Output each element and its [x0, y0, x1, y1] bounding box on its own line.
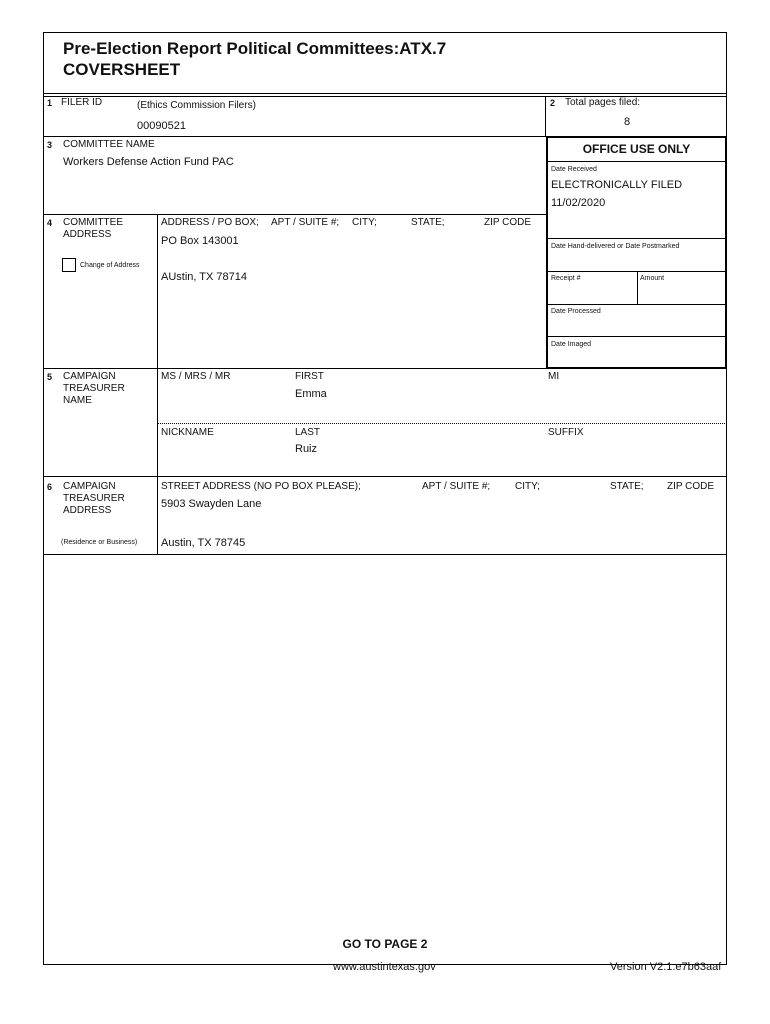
total-pages-value[interactable]: 8	[624, 116, 631, 128]
treasurer-address-header-zip: ZIP CODE	[667, 481, 715, 492]
treasurer-header-suffix: SUFFIX	[548, 427, 584, 438]
header-divider	[43, 93, 727, 94]
treasurer-header-first: FIRST	[295, 371, 324, 382]
treasurer-address-line-2[interactable]: Austin, TX 78745	[161, 537, 246, 549]
treasurer-address-label-3: ADDRESS	[63, 505, 112, 516]
residence-or-business-label: (Residence or Business)	[61, 539, 138, 546]
amount-label: Amount	[640, 275, 665, 282]
office-divider-1	[546, 238, 727, 239]
row4-bottom-line	[43, 368, 727, 369]
treasurer-last-name[interactable]: Ruiz	[295, 443, 318, 455]
date-imaged-label: Date Imaged	[551, 341, 592, 348]
filer-id-number: 1	[47, 98, 53, 108]
change-of-address-label: Change of Address	[80, 262, 140, 269]
filer-pages-divider	[545, 96, 546, 136]
committee-address-header-city: CITY;	[352, 217, 377, 228]
row4-label-divider	[157, 214, 158, 368]
treasurer-address-label-2: TREASURER	[63, 493, 125, 504]
treasurer-address-label-1: CAMPAIGN	[63, 481, 116, 492]
committee-address-line-2[interactable]: AUstin, TX 78714	[161, 271, 248, 283]
office-divider-4	[546, 336, 727, 337]
treasurer-name-label-2: TREASURER	[63, 383, 125, 394]
treasurer-address-line-1[interactable]: 5903 Swayden Lane	[161, 498, 262, 510]
date-processed-label: Date Processed	[551, 308, 601, 315]
committee-name-label: COMMITTEE NAME	[63, 139, 155, 150]
form-subtitle: COVERSHEET	[63, 60, 181, 79]
treasurer-address-header-state: STATE;	[610, 481, 644, 492]
treasurer-address-header-apt: APT / SUITE #;	[422, 481, 491, 492]
committee-address-header-zip: ZIP CODE	[484, 217, 532, 228]
date-received-value-1: ELECTRONICALLY FILED	[551, 179, 683, 191]
committee-address-header-address: ADDRESS / PO BOX;	[161, 217, 259, 228]
filer-id-label: FILER ID	[61, 97, 103, 108]
committee-name-value[interactable]: Workers Defense Action Fund PAC	[63, 156, 234, 168]
receipt-label: Receipt #	[551, 275, 581, 282]
treasurer-header-last: LAST	[295, 427, 321, 438]
committee-address-header-apt: APT / SUITE #;	[271, 217, 340, 228]
treasurer-name-dotted-divider	[157, 423, 727, 424]
treasurer-name-label-1: CAMPAIGN	[63, 371, 116, 382]
date-received-value-2: 11/02/2020	[551, 197, 606, 209]
row5-label-divider	[157, 368, 158, 476]
row5-bottom-line	[43, 476, 727, 477]
hand-delivered-label: Date Hand-delivered or Date Postmarked	[551, 243, 680, 250]
date-received-label: Date Received	[551, 166, 597, 173]
receipt-amount-divider	[637, 271, 638, 304]
filer-id-sublabel: (Ethics Commission Filers)	[137, 100, 256, 111]
committee-name-number: 3	[47, 140, 53, 150]
go-to-page-2: GO TO PAGE 2	[342, 937, 428, 951]
version-label: Version V2.1.e7b63aaf	[610, 961, 722, 973]
treasurer-first-name[interactable]: Emma	[295, 388, 327, 400]
total-pages-number: 2	[550, 98, 556, 108]
office-use-title: OFFICE USE ONLY	[582, 142, 691, 156]
row3-bottom-line	[43, 214, 546, 215]
committee-address-label-2: ADDRESS	[63, 229, 112, 240]
committee-address-label-1: COMMITTEE	[63, 217, 123, 228]
row1-bottom-line	[43, 136, 546, 137]
total-pages-label: Total pages filed:	[565, 97, 641, 108]
treasurer-header-nickname: NICKNAME	[161, 427, 214, 438]
treasurer-header-mi: MI	[548, 371, 560, 382]
committee-address-number: 4	[47, 218, 53, 228]
office-divider-3	[546, 304, 727, 305]
treasurer-header-title: MS / MRS / MR	[161, 371, 231, 382]
treasurer-address-header-city: CITY;	[515, 481, 540, 492]
treasurer-address-header-street: STREET ADDRESS (NO PO BOX PLEASE);	[161, 481, 361, 492]
treasurer-address-number: 6	[47, 482, 53, 492]
row6-bottom-line	[43, 554, 727, 555]
committee-address-line-1[interactable]: PO Box 143001	[161, 235, 239, 247]
filer-id-value[interactable]: 00090521	[137, 120, 186, 132]
office-title-divider	[546, 161, 727, 162]
website-link[interactable]: www.austintexas.gov	[333, 961, 436, 973]
row6-label-divider	[157, 476, 158, 554]
treasurer-name-number: 5	[47, 372, 53, 382]
treasurer-name-label-3: NAME	[63, 395, 92, 406]
form-title: Pre-Election Report Political Committees:ATX.7	[63, 39, 447, 58]
committee-address-header-state: STATE;	[411, 217, 445, 228]
change-of-address-checkbox[interactable]	[62, 258, 76, 272]
